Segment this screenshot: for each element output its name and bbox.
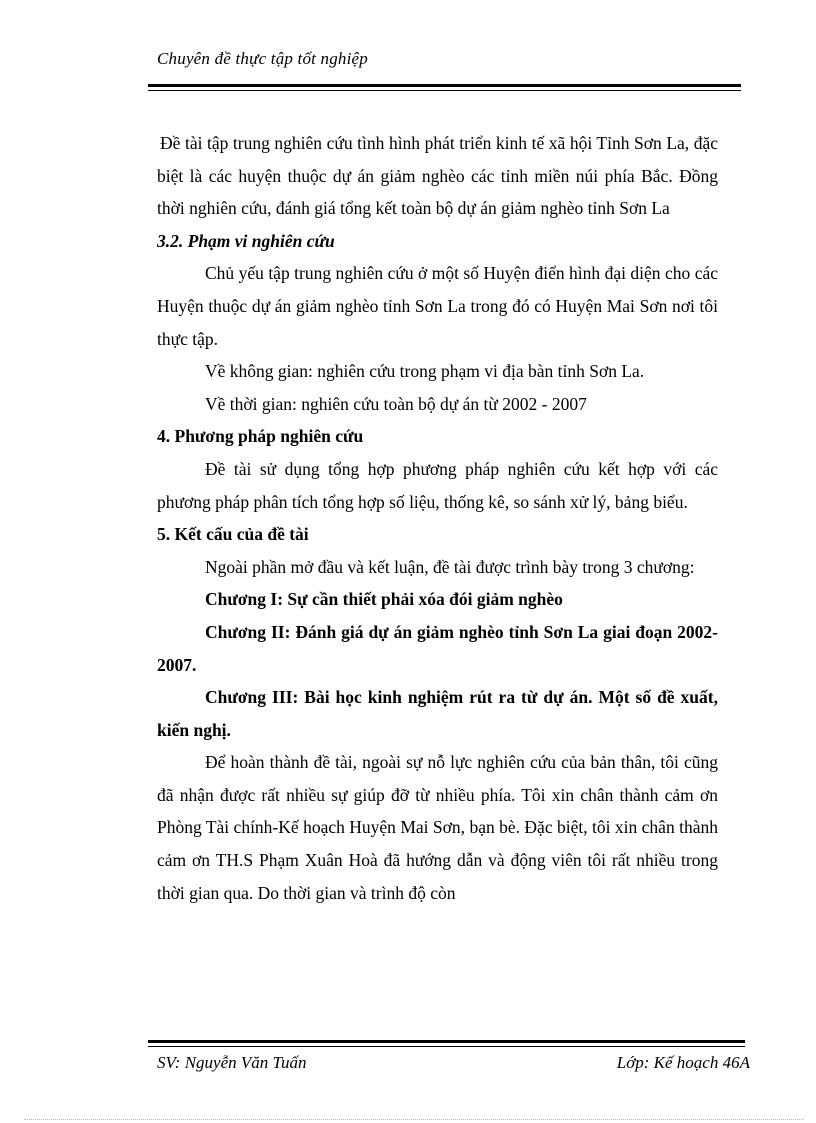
chapter-item: Chương II: Đánh giá dự án giảm nghèo tỉnh Sơn La giai đoạn 2002-2007. [157, 621, 718, 675]
document-body [157, 127, 718, 909]
footer-student: SV: Nguyễn Văn Tuấn [157, 1053, 307, 1072]
paragraph: Đề tài tập trung nghiên cứu tình hình phát triển kinh tế xã hội Tỉnh Sơn La, đặc biệt là các huyện thuộc dự án giảm nghèo các tỉnh miền núi phía Bắc. Đồng thời nghiên cứu, đánh giá tổng kết toàn bộ dự án giảm nghèo tỉnh Sơn La [157, 133, 718, 219]
paragraph: Ngoài phần mở đầu và kết luận, đề tài được trình bày trong 3 chương: [205, 556, 695, 577]
section-heading-4: 4. Phương pháp nghiên cứu [157, 426, 364, 447]
footer-rule-thick [148, 1040, 745, 1043]
page-edge [24, 1119, 804, 1120]
paragraph: Về thời gian: nghiên cứu toàn bộ dự án từ 2002 - 2007 [205, 393, 587, 414]
section-heading-5: 5. Kết cấu của đề tài [157, 524, 309, 545]
footer-class: Lớp: Kế hoạch 46A [616, 1053, 750, 1072]
footer-rule-thin [148, 1046, 745, 1047]
header-rule-thick [148, 84, 741, 87]
chapter-item: Chương III: Bài học kinh nghiệm rút ra từ dự án. Một số đề xuất, kiến nghị. [157, 687, 718, 740]
header-rule-thin [148, 90, 741, 91]
paragraph: Về không gian: nghiên cứu trong phạm vi địa bàn tỉnh Sơn La. [205, 361, 645, 382]
chapter-item: Chương I: Sự cần thiết phải xóa đói giảm nghèo [205, 589, 563, 610]
header-title: Chuyên đề thực tập tốt nghiệp [157, 49, 369, 68]
paragraph: Để hoàn thành đề tài, ngoài sự nỗ lực nghiên cứu của bản thân, tôi cũng đã nhận được rất nhiều sự giúp đỡ từ nhiều phía. Tôi xin chân thành cảm ơn Phòng Tài chính-Kế hoạch Huyện Mai Sơn, bạn bè. Đặc biệt, tôi xin chân thành cảm ơn TH.S Phạm Xuân Hoà đã hướng dẫn và động viên tôi rất nhiều trong thời gian qua. Do thời gian và trình độ còn [157, 752, 718, 903]
section-heading-3-2: 3.2. Phạm vi nghiên cứu [157, 230, 335, 251]
paragraph: Đề tài sử dụng tổng hợp phương pháp nghiên cứu kết hợp với các phương pháp phân tích tổng hợp số liệu, thống kê, so sánh xử lý, bảng biểu. [157, 458, 718, 512]
paragraph: Chủ yếu tập trung nghiên cứu ở một số Huyện điển hình đại diện cho các Huyện thuộc dự án giảm nghèo tỉnh Sơn La trong đó có Huyện Mai Sơn nơi tôi thực tập. [157, 263, 718, 349]
